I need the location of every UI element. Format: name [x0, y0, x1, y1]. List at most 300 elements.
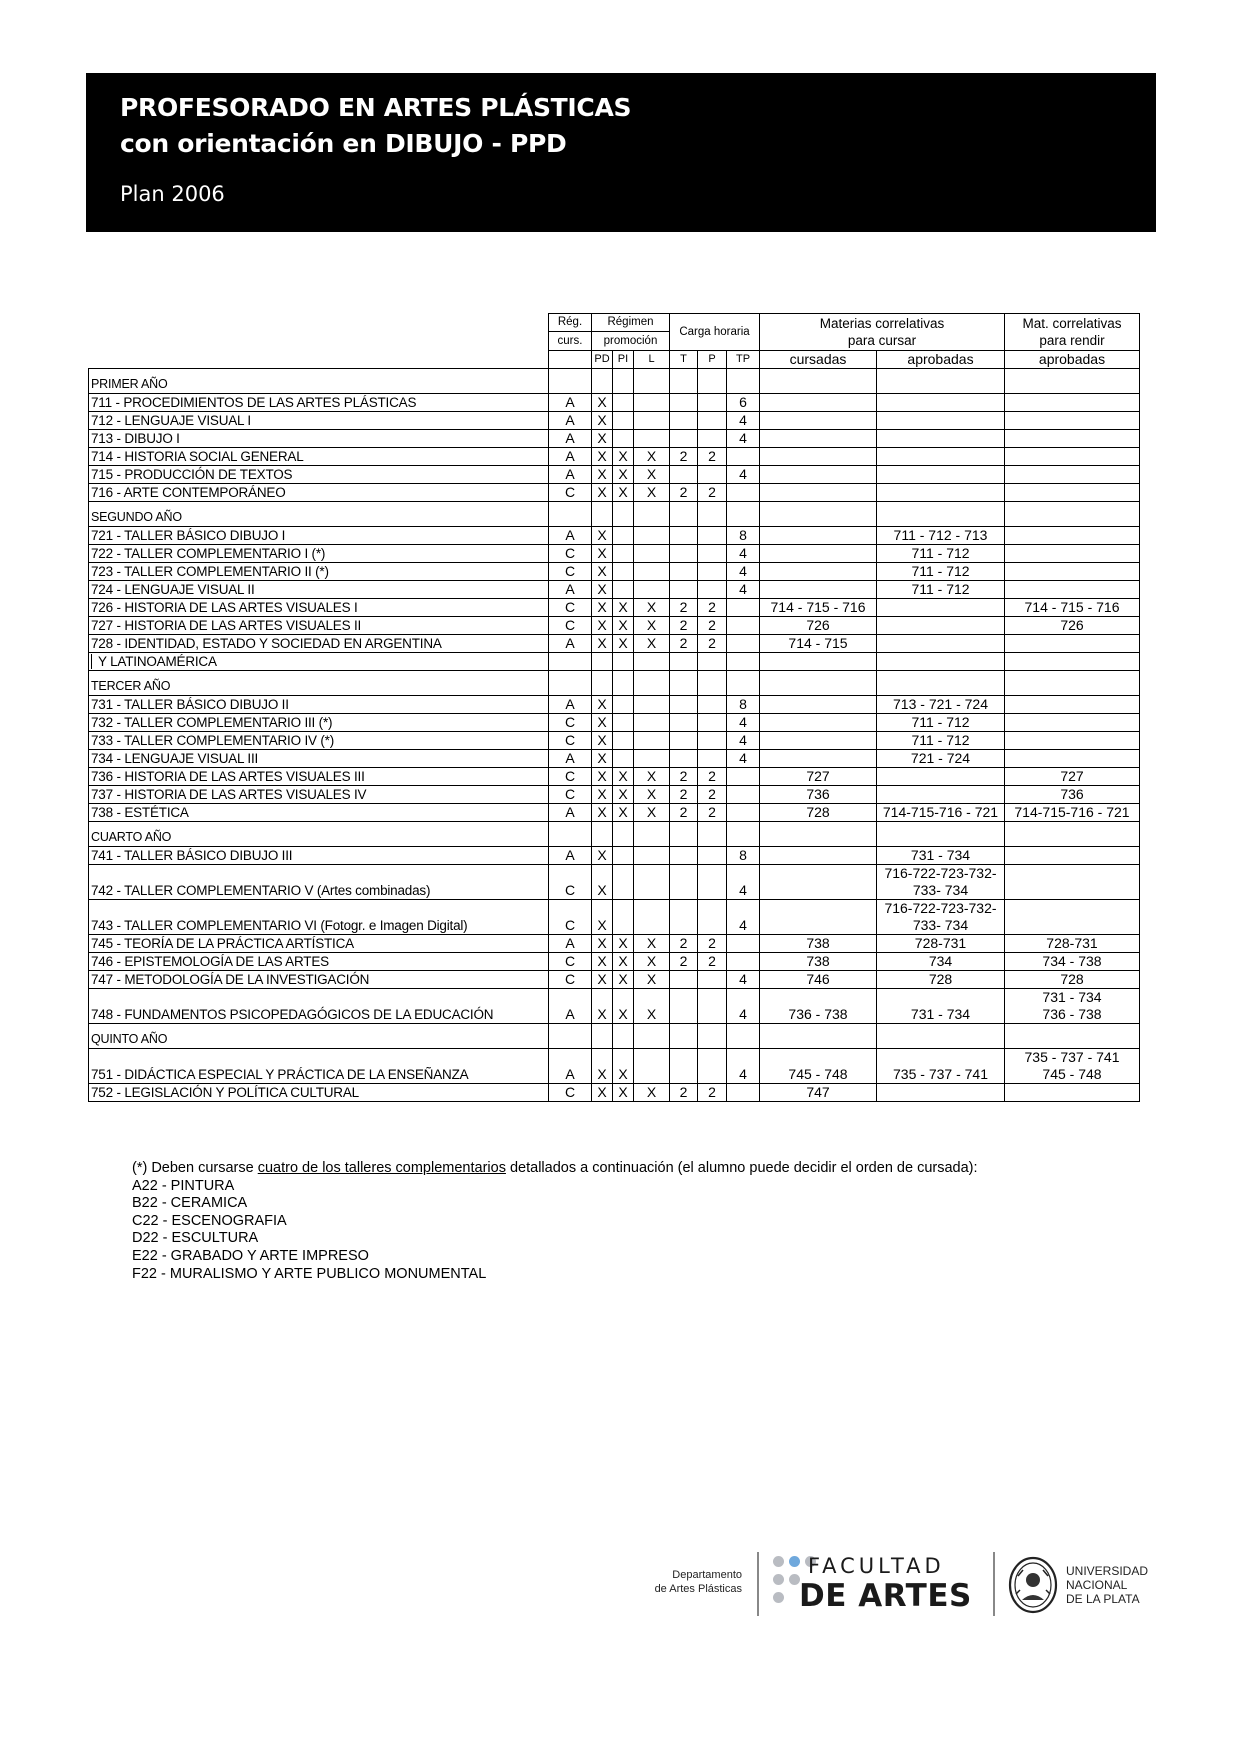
cell-reg: A	[549, 847, 592, 865]
cell-pd: X	[592, 953, 613, 971]
cell-reg: A	[549, 581, 592, 599]
title-line-2: con orientación en DIBUJO - PPD	[120, 129, 567, 158]
section-row	[89, 369, 1140, 394]
cell-tp: 4	[727, 750, 760, 768]
subject-name: 734 - LENGUAJE VISUAL III	[89, 750, 549, 768]
subject-name: 713 - DIBUJO I	[89, 430, 549, 448]
cell-p: 2	[698, 635, 727, 653]
table-row	[89, 989, 1140, 1024]
cell-aprobadas: 735 - 737 - 741	[877, 1049, 1005, 1084]
cell-l: X	[634, 935, 670, 953]
cell-p	[698, 696, 727, 714]
cell-pd: X	[592, 847, 613, 865]
cell-tp: 4	[727, 732, 760, 750]
table-row	[89, 412, 1140, 430]
cell-rendir: 714-715-716 - 721	[1005, 804, 1140, 822]
cell-tp: 8	[727, 696, 760, 714]
subject-name: 745 - TEORÍA DE LA PRÁCTICA ARTÍSTICA	[89, 935, 549, 953]
table-row	[89, 768, 1140, 786]
cell-t	[670, 430, 698, 448]
cell-reg: C	[549, 617, 592, 635]
title-banner	[86, 73, 1156, 232]
cell-cursadas	[760, 750, 877, 768]
cell-tp: 4	[727, 714, 760, 732]
table-row	[89, 1084, 1140, 1102]
unlp-wordmark	[1066, 1564, 1148, 1606]
cell-pd: X	[592, 466, 613, 484]
cell-cursadas	[760, 581, 877, 599]
carga-horaria-header: Carga horaria	[670, 314, 760, 351]
cell-reg: A	[549, 935, 592, 953]
cell-pi	[613, 563, 634, 581]
section-title: PRIMER AÑO	[89, 369, 549, 394]
cell-pd: X	[592, 696, 613, 714]
cell-cursadas	[760, 448, 877, 466]
subject-name: 738 - ESTÉTICA	[89, 804, 549, 822]
footnote-item: F22 - MURALISMO Y ARTE PUBLICO MONUMENTAL	[132, 1265, 487, 1282]
cell-p: 2	[698, 768, 727, 786]
table-row	[89, 635, 1140, 653]
cell-pi: X	[613, 1084, 634, 1102]
subject-name: 737 - HISTORIA DE LAS ARTES VISUALES IV	[89, 786, 549, 804]
cell-l	[634, 545, 670, 563]
cell-p: 2	[698, 935, 727, 953]
facultad-wordmark-line2: DE ARTES	[799, 1578, 972, 1614]
cell-p: 2	[698, 599, 727, 617]
cell-cursadas	[760, 430, 877, 448]
cell-l: X	[634, 953, 670, 971]
subject-name: 726 - HISTORIA DE LAS ARTES VISUALES I	[89, 599, 549, 617]
cell-reg: A	[549, 696, 592, 714]
cell-pd: X	[592, 635, 613, 653]
cell-p: 2	[698, 953, 727, 971]
cell-cursadas	[760, 412, 877, 430]
cell-p	[698, 750, 727, 768]
cell-p	[698, 732, 727, 750]
cursadas-header: cursadas	[760, 351, 877, 369]
cell-cursadas	[760, 394, 877, 412]
cell-rendir	[1005, 412, 1140, 430]
cell-pd: X	[592, 786, 613, 804]
cell-aprobadas	[877, 394, 1005, 412]
mat-cursar-line2: para cursar	[847, 333, 917, 348]
cell-rendir	[1005, 545, 1140, 563]
cell-t	[670, 900, 698, 935]
cell-pd: X	[592, 1049, 613, 1084]
cell-l	[634, 696, 670, 714]
cell-pi	[613, 545, 634, 563]
cell-pd: X	[592, 935, 613, 953]
cell-tp: 4	[727, 1049, 760, 1084]
cell-aprobadas: 711 - 712 - 713	[877, 527, 1005, 545]
cell-aprobadas: 731 - 734	[877, 989, 1005, 1024]
cell-reg: A	[549, 804, 592, 822]
cell-reg: A	[549, 466, 592, 484]
cell-aprobadas: 711 - 712	[877, 714, 1005, 732]
mat-rendir-line1: Mat. correlativas	[1022, 316, 1122, 331]
cell-l: X	[634, 1084, 670, 1102]
cell-pi	[613, 732, 634, 750]
cell-pi: X	[613, 484, 634, 502]
subject-name: 711 - PROCEDIMIENTOS DE LAS ARTES PLÁSTICAS	[89, 394, 549, 412]
cell-cursadas	[760, 527, 877, 545]
footnote-item: B22 - CERAMICA	[132, 1195, 248, 1212]
cell-cursadas	[760, 865, 877, 900]
cell-t	[670, 545, 698, 563]
cell-rendir: 727	[1005, 768, 1140, 786]
cell-pi	[613, 714, 634, 732]
cell-reg: C	[549, 768, 592, 786]
subject-name: 715 - PRODUCCIÓN DE TEXTOS	[89, 466, 549, 484]
cell-l: X	[634, 768, 670, 786]
cell-pi: X	[613, 935, 634, 953]
cell-l: X	[634, 971, 670, 989]
cell-t	[670, 989, 698, 1024]
section-row	[89, 1024, 1140, 1049]
footnote-item: D22 - ESCULTURA	[132, 1230, 259, 1247]
footer-logos	[600, 1550, 1160, 1620]
subject-name: 714 - HISTORIA SOCIAL GENERAL	[89, 448, 549, 466]
cell-aprobadas: 711 - 712	[877, 732, 1005, 750]
cell-tp	[727, 617, 760, 635]
cell-l	[634, 732, 670, 750]
cell-t: 2	[670, 635, 698, 653]
cell-t: 2	[670, 768, 698, 786]
cell-l: X	[634, 786, 670, 804]
cell-l	[634, 581, 670, 599]
table-row-continuation	[89, 653, 1140, 671]
cell-pi	[613, 696, 634, 714]
cell-pi	[613, 527, 634, 545]
cell-pi: X	[613, 786, 634, 804]
cell-rendir: 736	[1005, 786, 1140, 804]
cell-pi: X	[613, 448, 634, 466]
cell-tp: 4	[727, 581, 760, 599]
cell-rendir	[1005, 484, 1140, 502]
cell-l	[634, 750, 670, 768]
section-row	[89, 671, 1140, 696]
cell-reg: A	[549, 448, 592, 466]
cell-aprobadas: 734	[877, 953, 1005, 971]
footnote-intro-post: detallados a continuación (el alumno puede decidir el orden de cursada):	[505, 1160, 978, 1176]
cell-p	[698, 412, 727, 430]
cell-aprobadas	[877, 430, 1005, 448]
subject-name: 727 - HISTORIA DE LAS ARTES VISUALES II	[89, 617, 549, 635]
subject-name: 746 - EPISTEMOLOGÍA DE LAS ARTES	[89, 953, 549, 971]
table-row	[89, 563, 1140, 581]
cell-t: 2	[670, 448, 698, 466]
cell-reg: C	[549, 953, 592, 971]
cell-rendir: 728	[1005, 971, 1140, 989]
cell-l	[634, 412, 670, 430]
cell-cursadas: 738	[760, 935, 877, 953]
cell-pi: X	[613, 768, 634, 786]
table-row	[89, 599, 1140, 617]
cell-cursadas: 714 - 715	[760, 635, 877, 653]
cell-reg: A	[549, 635, 592, 653]
cell-t: 2	[670, 617, 698, 635]
subject-name: 724 - LENGUAJE VISUAL II	[89, 581, 549, 599]
cell-l: X	[634, 599, 670, 617]
table-row	[89, 971, 1140, 989]
table-row	[89, 935, 1140, 953]
cell-aprobadas	[877, 635, 1005, 653]
cell-t	[670, 581, 698, 599]
cell-rendir	[1005, 563, 1140, 581]
table-row	[89, 394, 1140, 412]
cell-aprobadas: 711 - 712	[877, 581, 1005, 599]
cell-pd: X	[592, 989, 613, 1024]
cell-rendir	[1005, 750, 1140, 768]
table-row	[89, 696, 1140, 714]
footnote-intro	[132, 1160, 978, 1178]
cell-pi	[613, 847, 634, 865]
cell-pd: X	[592, 971, 613, 989]
cell-pd: X	[592, 545, 613, 563]
cell-l	[634, 563, 670, 581]
cell-pi: X	[613, 466, 634, 484]
cell-pi: X	[613, 599, 634, 617]
cell-reg: C	[549, 545, 592, 563]
cell-t: 2	[670, 953, 698, 971]
subject-name: 732 - TALLER COMPLEMENTARIO III (*)	[89, 714, 549, 732]
aprobadas-rendir-header: aprobadas	[1005, 351, 1140, 369]
cell-reg: C	[549, 865, 592, 900]
cell-tp: 4	[727, 430, 760, 448]
cell-pi: X	[613, 953, 634, 971]
cell-tp	[727, 448, 760, 466]
subject-name-continuation: Y LATINOAMÉRICA	[91, 654, 217, 669]
cell-rendir	[1005, 900, 1140, 935]
table-row	[89, 581, 1140, 599]
subject-name: 716 - ARTE CONTEMPORÁNEO	[89, 484, 549, 502]
cell-pi: X	[613, 971, 634, 989]
cell-pd: X	[592, 768, 613, 786]
subject-name: 741 - TALLER BÁSICO DIBUJO III	[89, 847, 549, 865]
cell-pi: X	[613, 989, 634, 1024]
table-body	[89, 369, 1140, 1102]
cell-tp	[727, 953, 760, 971]
cell-reg: C	[549, 563, 592, 581]
cell-pi: X	[613, 1049, 634, 1084]
cell-aprobadas	[877, 768, 1005, 786]
department-line1: Departamento	[672, 1569, 742, 1581]
cell-t: 2	[670, 804, 698, 822]
cell-rendir	[1005, 466, 1140, 484]
plan-label: Plan 2006	[120, 182, 225, 206]
cell-p	[698, 714, 727, 732]
cell-tp	[727, 635, 760, 653]
cell-t: 2	[670, 935, 698, 953]
subject-name: 743 - TALLER COMPLEMENTARIO VI (Fotogr. e Imagen Digital)	[89, 900, 549, 935]
section-title: CUARTO AÑO	[89, 822, 549, 847]
cell-cursadas: 736 - 738	[760, 989, 877, 1024]
subject-name: 728 - IDENTIDAD, ESTADO Y SOCIEDAD EN ARGENTINA	[89, 635, 549, 653]
cell-aprobadas: 731 - 734	[877, 847, 1005, 865]
cell-cursadas	[760, 847, 877, 865]
cell-aprobadas	[877, 599, 1005, 617]
cell-l	[634, 527, 670, 545]
cell-reg: A	[549, 1049, 592, 1084]
cell-pi	[613, 750, 634, 768]
cell-aprobadas	[877, 786, 1005, 804]
cell-reg: A	[549, 527, 592, 545]
cell-rendir	[1005, 394, 1140, 412]
cell-pi: X	[613, 804, 634, 822]
table-row	[89, 786, 1140, 804]
p-header: P	[698, 351, 727, 369]
cell-t: 2	[670, 1084, 698, 1102]
cell-t	[670, 563, 698, 581]
cell-aprobadas: 714-715-716 - 721	[877, 804, 1005, 822]
cell-aprobadas	[877, 448, 1005, 466]
table-row	[89, 714, 1140, 732]
regimen-header-top: Régimen	[592, 314, 670, 332]
cell-t	[670, 714, 698, 732]
cell-rendir	[1005, 847, 1140, 865]
cell-t: 2	[670, 484, 698, 502]
cell-tp	[727, 768, 760, 786]
subject-name: 736 - HISTORIA DE LAS ARTES VISUALES III	[89, 768, 549, 786]
section-title: QUINTO AÑO	[89, 1024, 549, 1049]
title-line-1: PROFESORADO EN ARTES PLÁSTICAS	[120, 93, 632, 122]
t-header: T	[670, 351, 698, 369]
cell-aprobadas: 716-722-723-732- 733- 734	[877, 865, 1005, 900]
cell-p	[698, 847, 727, 865]
cell-t: 2	[670, 599, 698, 617]
subject-name: 712 - LENGUAJE VISUAL I	[89, 412, 549, 430]
cell-l: X	[634, 466, 670, 484]
cell-rendir: 728-731	[1005, 935, 1140, 953]
cell-tp	[727, 599, 760, 617]
cell-l	[634, 430, 670, 448]
cell-cursadas	[760, 563, 877, 581]
cell-rendir: 714 - 715 - 716	[1005, 599, 1140, 617]
cell-rendir	[1005, 1084, 1140, 1102]
subject-name: 742 - TALLER COMPLEMENTARIO V (Artes combinadas)	[89, 865, 549, 900]
cell-tp: 4	[727, 466, 760, 484]
cell-cursadas	[760, 900, 877, 935]
cell-reg: C	[549, 971, 592, 989]
cell-l	[634, 900, 670, 935]
cell-reg: C	[549, 900, 592, 935]
cell-l: X	[634, 635, 670, 653]
pd-header: PD	[592, 351, 613, 369]
cell-p	[698, 466, 727, 484]
footnote-intro-underlined: cuatro de los talleres complementarios	[257, 1160, 506, 1176]
cell-l: X	[634, 448, 670, 466]
cell-pd: X	[592, 394, 613, 412]
cell-reg: A	[549, 430, 592, 448]
cell-tp: 4	[727, 865, 760, 900]
cell-pd: X	[592, 412, 613, 430]
cell-tp	[727, 484, 760, 502]
cell-tp: 4	[727, 989, 760, 1024]
cell-tp: 6	[727, 394, 760, 412]
cell-cursadas	[760, 732, 877, 750]
cell-p: 2	[698, 1084, 727, 1102]
cell-reg: C	[549, 786, 592, 804]
cell-l: X	[634, 804, 670, 822]
divider	[993, 1552, 995, 1616]
cell-cursadas	[760, 466, 877, 484]
cell-t	[670, 865, 698, 900]
subject-name: 751 - DIDÁCTICA ESPECIAL Y PRÁCTICA DE LA ENSEÑANZA	[89, 1049, 549, 1084]
cell-pi: X	[613, 617, 634, 635]
table-row	[89, 732, 1140, 750]
cell-pd: X	[592, 484, 613, 502]
table-row	[89, 804, 1140, 822]
cell-pd: X	[592, 714, 613, 732]
l-header: L	[634, 351, 670, 369]
cell-t	[670, 847, 698, 865]
cell-pd: X	[592, 750, 613, 768]
cell-cursadas: 746	[760, 971, 877, 989]
cell-aprobadas: 721 - 724	[877, 750, 1005, 768]
cell-p: 2	[698, 448, 727, 466]
cell-t	[670, 1049, 698, 1084]
cell-pi	[613, 412, 634, 430]
cell-aprobadas: 711 - 712	[877, 545, 1005, 563]
cell-t	[670, 971, 698, 989]
cell-cursadas: 745 - 748	[760, 1049, 877, 1084]
cell-reg: C	[549, 484, 592, 502]
cell-rendir	[1005, 696, 1140, 714]
mat-cursar-line1: Materias correlativas	[819, 316, 945, 331]
table-row	[89, 617, 1140, 635]
table-row	[89, 545, 1140, 563]
cell-tp	[727, 804, 760, 822]
cell-reg: C	[549, 1084, 592, 1102]
reg-header-top: Rég.	[549, 314, 592, 332]
cell-reg: C	[549, 732, 592, 750]
cell-rendir: 735 - 737 - 741 745 - 748	[1005, 1049, 1140, 1084]
cell-reg: C	[549, 599, 592, 617]
footnote	[132, 1160, 978, 1283]
section-title: TERCER AÑO	[89, 671, 549, 696]
cell-p: 2	[698, 804, 727, 822]
cell-l	[634, 865, 670, 900]
cell-pi	[613, 430, 634, 448]
cell-p	[698, 527, 727, 545]
cell-rendir: 726	[1005, 617, 1140, 635]
cell-pi	[613, 581, 634, 599]
cell-cursadas: 727	[760, 768, 877, 786]
cell-aprobadas	[877, 466, 1005, 484]
cell-tp: 4	[727, 545, 760, 563]
cell-rendir	[1005, 527, 1140, 545]
cell-t	[670, 750, 698, 768]
department-line2: de Artes Plásticas	[654, 1583, 742, 1595]
table-row	[89, 484, 1140, 502]
cell-tp: 4	[727, 971, 760, 989]
cell-tp: 4	[727, 412, 760, 430]
table-row	[89, 865, 1140, 900]
cell-tp: 4	[727, 900, 760, 935]
cell-aprobadas	[877, 1084, 1005, 1102]
unlp-line2: NACIONAL	[1066, 1578, 1128, 1592]
cell-pd: X	[592, 617, 613, 635]
cell-tp	[727, 786, 760, 804]
subject-name: 733 - TALLER COMPLEMENTARIO IV (*)	[89, 732, 549, 750]
subject-name: 731 - TALLER BÁSICO DIBUJO II	[89, 696, 549, 714]
table-row	[89, 466, 1140, 484]
curriculum-table	[88, 313, 1140, 1102]
table-header	[89, 314, 1140, 369]
aprobadas-header: aprobadas	[877, 351, 1005, 369]
subject-name: 748 - FUNDAMENTOS PSICOPEDAGÓGICOS DE LA EDUCACIÓN	[89, 989, 549, 1024]
cell-t	[670, 732, 698, 750]
